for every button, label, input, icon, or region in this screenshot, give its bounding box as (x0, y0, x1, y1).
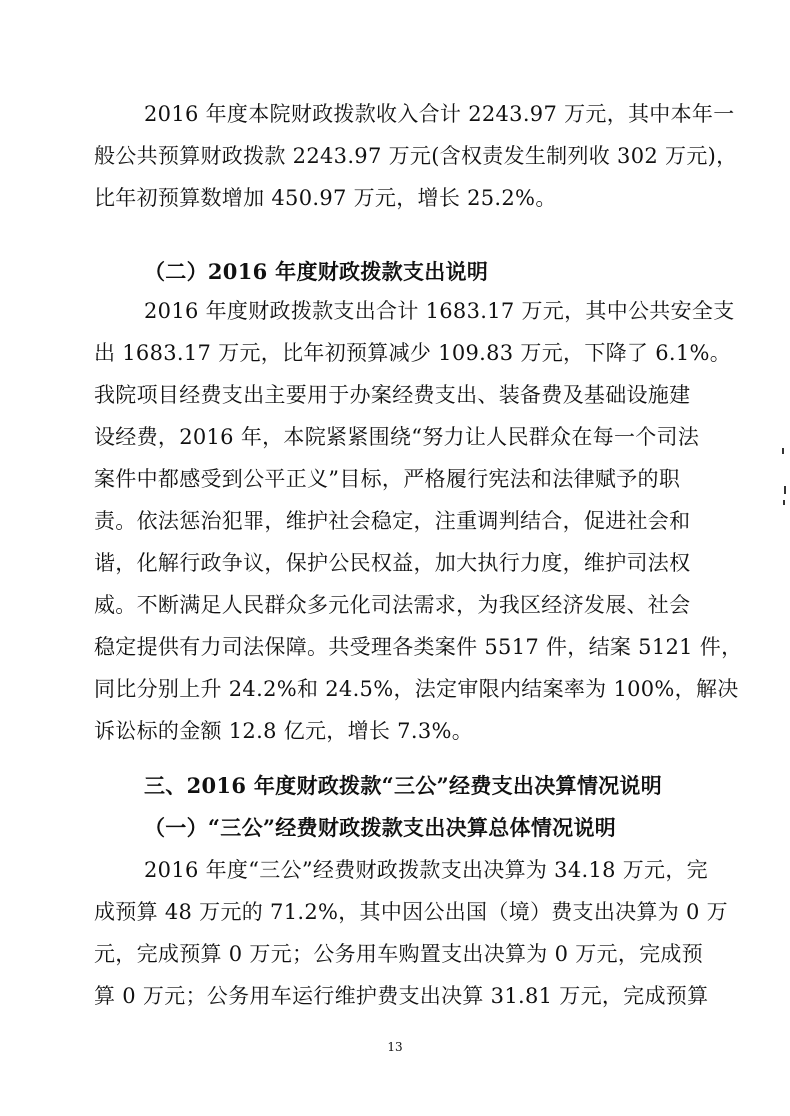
three-public-line-3: 元，完成预算 0 万元；公务用车购置支出决算为 0 万元，完成预 (94, 942, 704, 966)
expense-line-4: 设经费，2016 年，本院紧紧围绕“努力让人民群众在每一个司法 (94, 425, 700, 449)
expense-line-5: 案件中都感受到公平正义”目标，严格履行宪法和法律赋予的职 (94, 467, 681, 491)
three-public-line-1: 2016 年度“三公”经费财政拨款支出决算为 34.18 万元，完 (144, 858, 708, 882)
scan-speck (783, 500, 785, 505)
scan-speck (782, 448, 784, 454)
expense-line-6: 责。依法惩治犯罪，维护社会稳定，注重调判结合，促进社会和 (94, 509, 691, 533)
expense-line-10: 同比分别上升 24.2%和 24.5%，法定审限内结案率为 100%，解决 (94, 677, 739, 701)
page-number: 13 (387, 1040, 403, 1054)
expense-heading: （二）2016 年度财政拨款支出说明 (144, 259, 489, 284)
income-line-3: 比年初预算数增加 450.97 万元，增长 25.2%。 (94, 186, 557, 210)
three-public-subheading: （一）“三公”经费财政拨款支出决算总体情况说明 (144, 815, 617, 840)
three-public-line-2: 成预算 48 万元的 71.2%，其中因公出国（境）费支出决算为 0 万 (94, 900, 728, 924)
expense-line-7: 谐，化解行政争议，保护公民权益，加大执行力度，维护司法权 (94, 551, 691, 575)
expense-line-2: 出 1683.17 万元，比年初预算减少 109.83 万元，下降了 6.1%。 (94, 341, 732, 365)
expense-line-9: 稳定提供有力司法保障。共受理各类案件 5517 件，结案 5121 件， (94, 635, 743, 659)
expense-line-3: 我院项目经费支出主要用于办案经费支出、装备费及基础设施建 (94, 383, 691, 407)
scan-speck (784, 486, 786, 494)
income-line-2: 般公共预算财政拨款 2243.97 万元(含权责发生制列收 302 万元)， (94, 144, 738, 168)
income-line-1: 2016 年度本院财政拨款收入合计 2243.97 万元，其中本年一 (144, 102, 735, 126)
expense-line-8: 威。不断满足人民群众多元化司法需求，为我区经济发展、社会 (94, 593, 691, 617)
expense-line-1: 2016 年度财政拨款支出合计 1683.17 万元，其中公共安全支 (144, 299, 735, 323)
three-public-line-4: 算 0 万元；公务用车运行维护费支出决算 31.81 万元，完成预算 (94, 984, 709, 1008)
expense-line-11: 诉讼标的金额 12.8 亿元，增长 7.3%。 (94, 719, 474, 743)
three-public-heading: 三、2016 年度财政拨款“三公”经费支出决算情况说明 (144, 773, 663, 798)
